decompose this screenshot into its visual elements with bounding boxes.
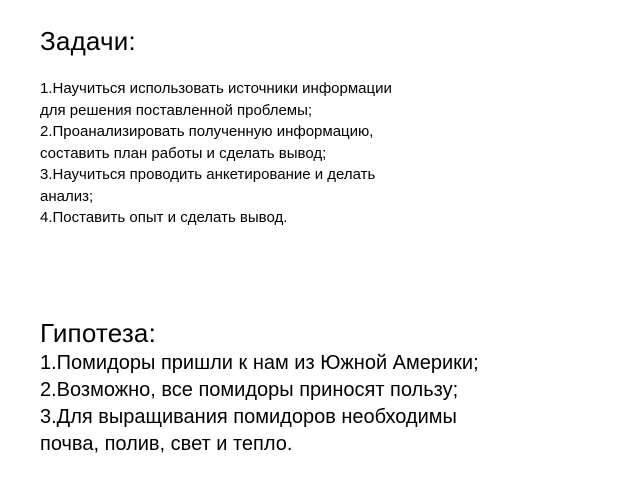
hypothesis-line: 2.Возможно, все помидоры приносят пользу; bbox=[40, 379, 459, 401]
hypothesis-section bbox=[40, 316, 600, 458]
tasks-line: составить план работы и сделать вывод; bbox=[40, 144, 327, 162]
hypothesis-line: 3.Для выращивания помидоров необходимы bbox=[40, 406, 457, 428]
tasks-line: 4.Поставить опыт и сделать вывод. bbox=[40, 209, 288, 226]
tasks-line: 2.Проанализировать полученную информацию, bbox=[40, 123, 374, 140]
tasks-section bbox=[40, 24, 560, 229]
tasks-line: 1.Научиться использовать источники информации bbox=[40, 80, 392, 97]
tasks-heading: Задачи: bbox=[40, 26, 136, 56]
tasks-list bbox=[40, 78, 560, 229]
hypothesis-list bbox=[40, 350, 600, 458]
hypothesis-line: 1.Помидоры пришли к нам из Южной Америки; bbox=[40, 352, 479, 374]
tasks-line: для решения поставленной проблемы; bbox=[40, 101, 313, 119]
tasks-line: анализ; bbox=[40, 187, 94, 205]
tasks-line: 3.Научиться проводить анкетирование и делать bbox=[40, 166, 376, 183]
hypothesis-heading: Гипотеза: bbox=[40, 318, 157, 348]
hypothesis-line: почва, полив, свет и тепло. bbox=[40, 433, 293, 455]
